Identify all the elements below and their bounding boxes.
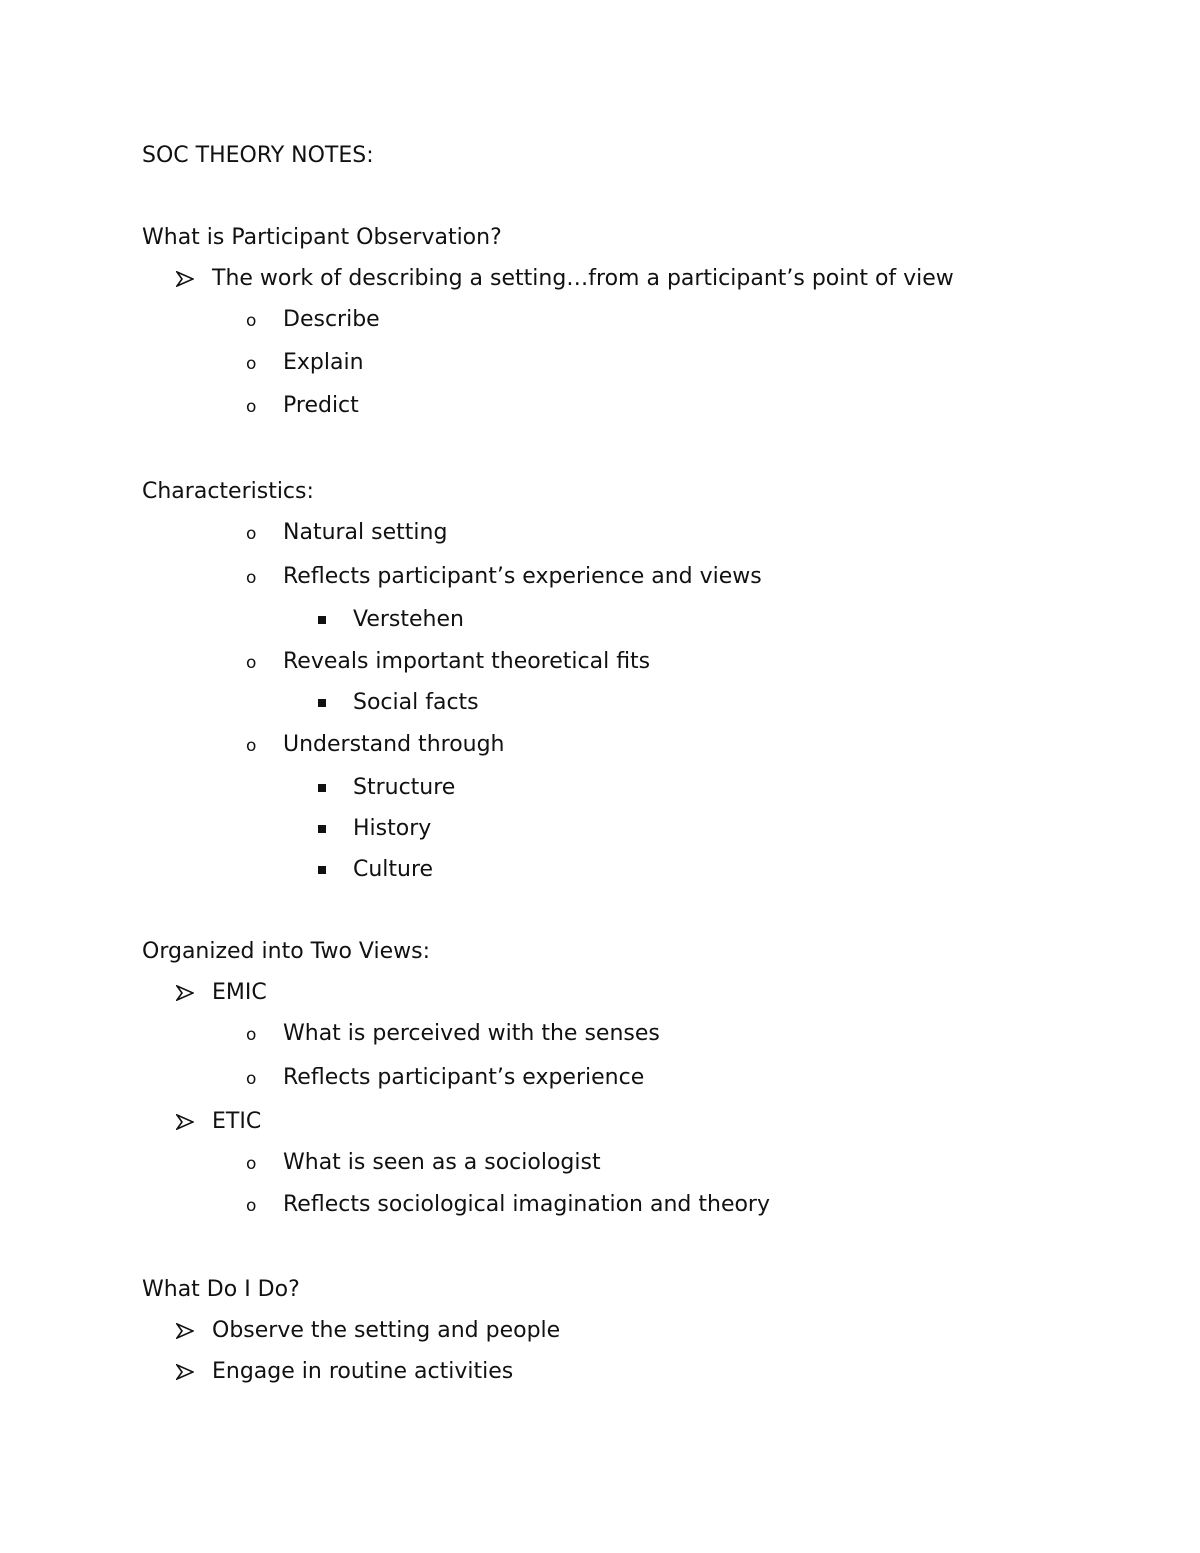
arrowhead-bullet-icon bbox=[176, 1359, 198, 1385]
page-title: SOC THEORY NOTES: bbox=[142, 143, 374, 168]
arrowhead-bullet-icon bbox=[176, 266, 198, 292]
section-heading: What is Participant Observation? bbox=[142, 225, 502, 250]
square-bullet-icon bbox=[318, 825, 326, 833]
list-item: Verstehen bbox=[353, 607, 464, 632]
list-item: What is perceived with the senses bbox=[283, 1021, 660, 1046]
list-item: ETIC bbox=[212, 1109, 262, 1134]
circle-bullet: o bbox=[246, 1196, 257, 1216]
square-bullet-icon bbox=[318, 784, 326, 792]
list-item: EMIC bbox=[212, 980, 267, 1005]
circle-bullet: o bbox=[246, 653, 257, 673]
square-bullet-icon bbox=[318, 866, 326, 874]
circle-bullet: o bbox=[246, 1154, 257, 1174]
list-item: Reveals important theoretical fits bbox=[283, 649, 651, 674]
square-bullet-icon bbox=[318, 699, 326, 707]
arrowhead-bullet-icon bbox=[176, 1318, 198, 1344]
list-item: Predict bbox=[283, 393, 359, 418]
circle-bullet: o bbox=[246, 736, 257, 756]
list-item: Culture bbox=[353, 857, 434, 882]
circle-bullet: o bbox=[246, 568, 257, 588]
list-item: Understand through bbox=[283, 732, 505, 757]
list-item: Natural setting bbox=[283, 520, 448, 545]
arrowhead-bullet-icon bbox=[176, 980, 198, 1006]
list-item: Explain bbox=[283, 350, 364, 375]
circle-bullet: o bbox=[246, 524, 257, 544]
arrowhead-bullet-icon bbox=[176, 1109, 198, 1135]
circle-bullet: o bbox=[246, 354, 257, 374]
section-heading: Organized into Two Views: bbox=[142, 939, 430, 964]
list-item: Observe the setting and people bbox=[212, 1318, 561, 1343]
list-item: Describe bbox=[283, 307, 380, 332]
list-item: History bbox=[353, 816, 432, 841]
list-item: The work of describing a setting…from a participant’s point of view bbox=[212, 266, 954, 291]
square-bullet-icon bbox=[318, 616, 326, 624]
circle-bullet: o bbox=[246, 311, 257, 331]
list-item: Engage in routine activities bbox=[212, 1359, 514, 1384]
list-item: Social facts bbox=[353, 690, 479, 715]
list-item: Reflects participant’s experience bbox=[283, 1065, 645, 1090]
circle-bullet: o bbox=[246, 1069, 257, 1089]
section-heading: Characteristics: bbox=[142, 479, 314, 504]
list-item: Reflects participant’s experience and views bbox=[283, 564, 762, 589]
section-heading: What Do I Do? bbox=[142, 1277, 300, 1302]
list-item: Structure bbox=[353, 775, 456, 800]
list-item: Reflects sociological imagination and theory bbox=[283, 1192, 770, 1217]
list-item: What is seen as a sociologist bbox=[283, 1150, 601, 1175]
circle-bullet: o bbox=[246, 397, 257, 417]
circle-bullet: o bbox=[246, 1025, 257, 1045]
